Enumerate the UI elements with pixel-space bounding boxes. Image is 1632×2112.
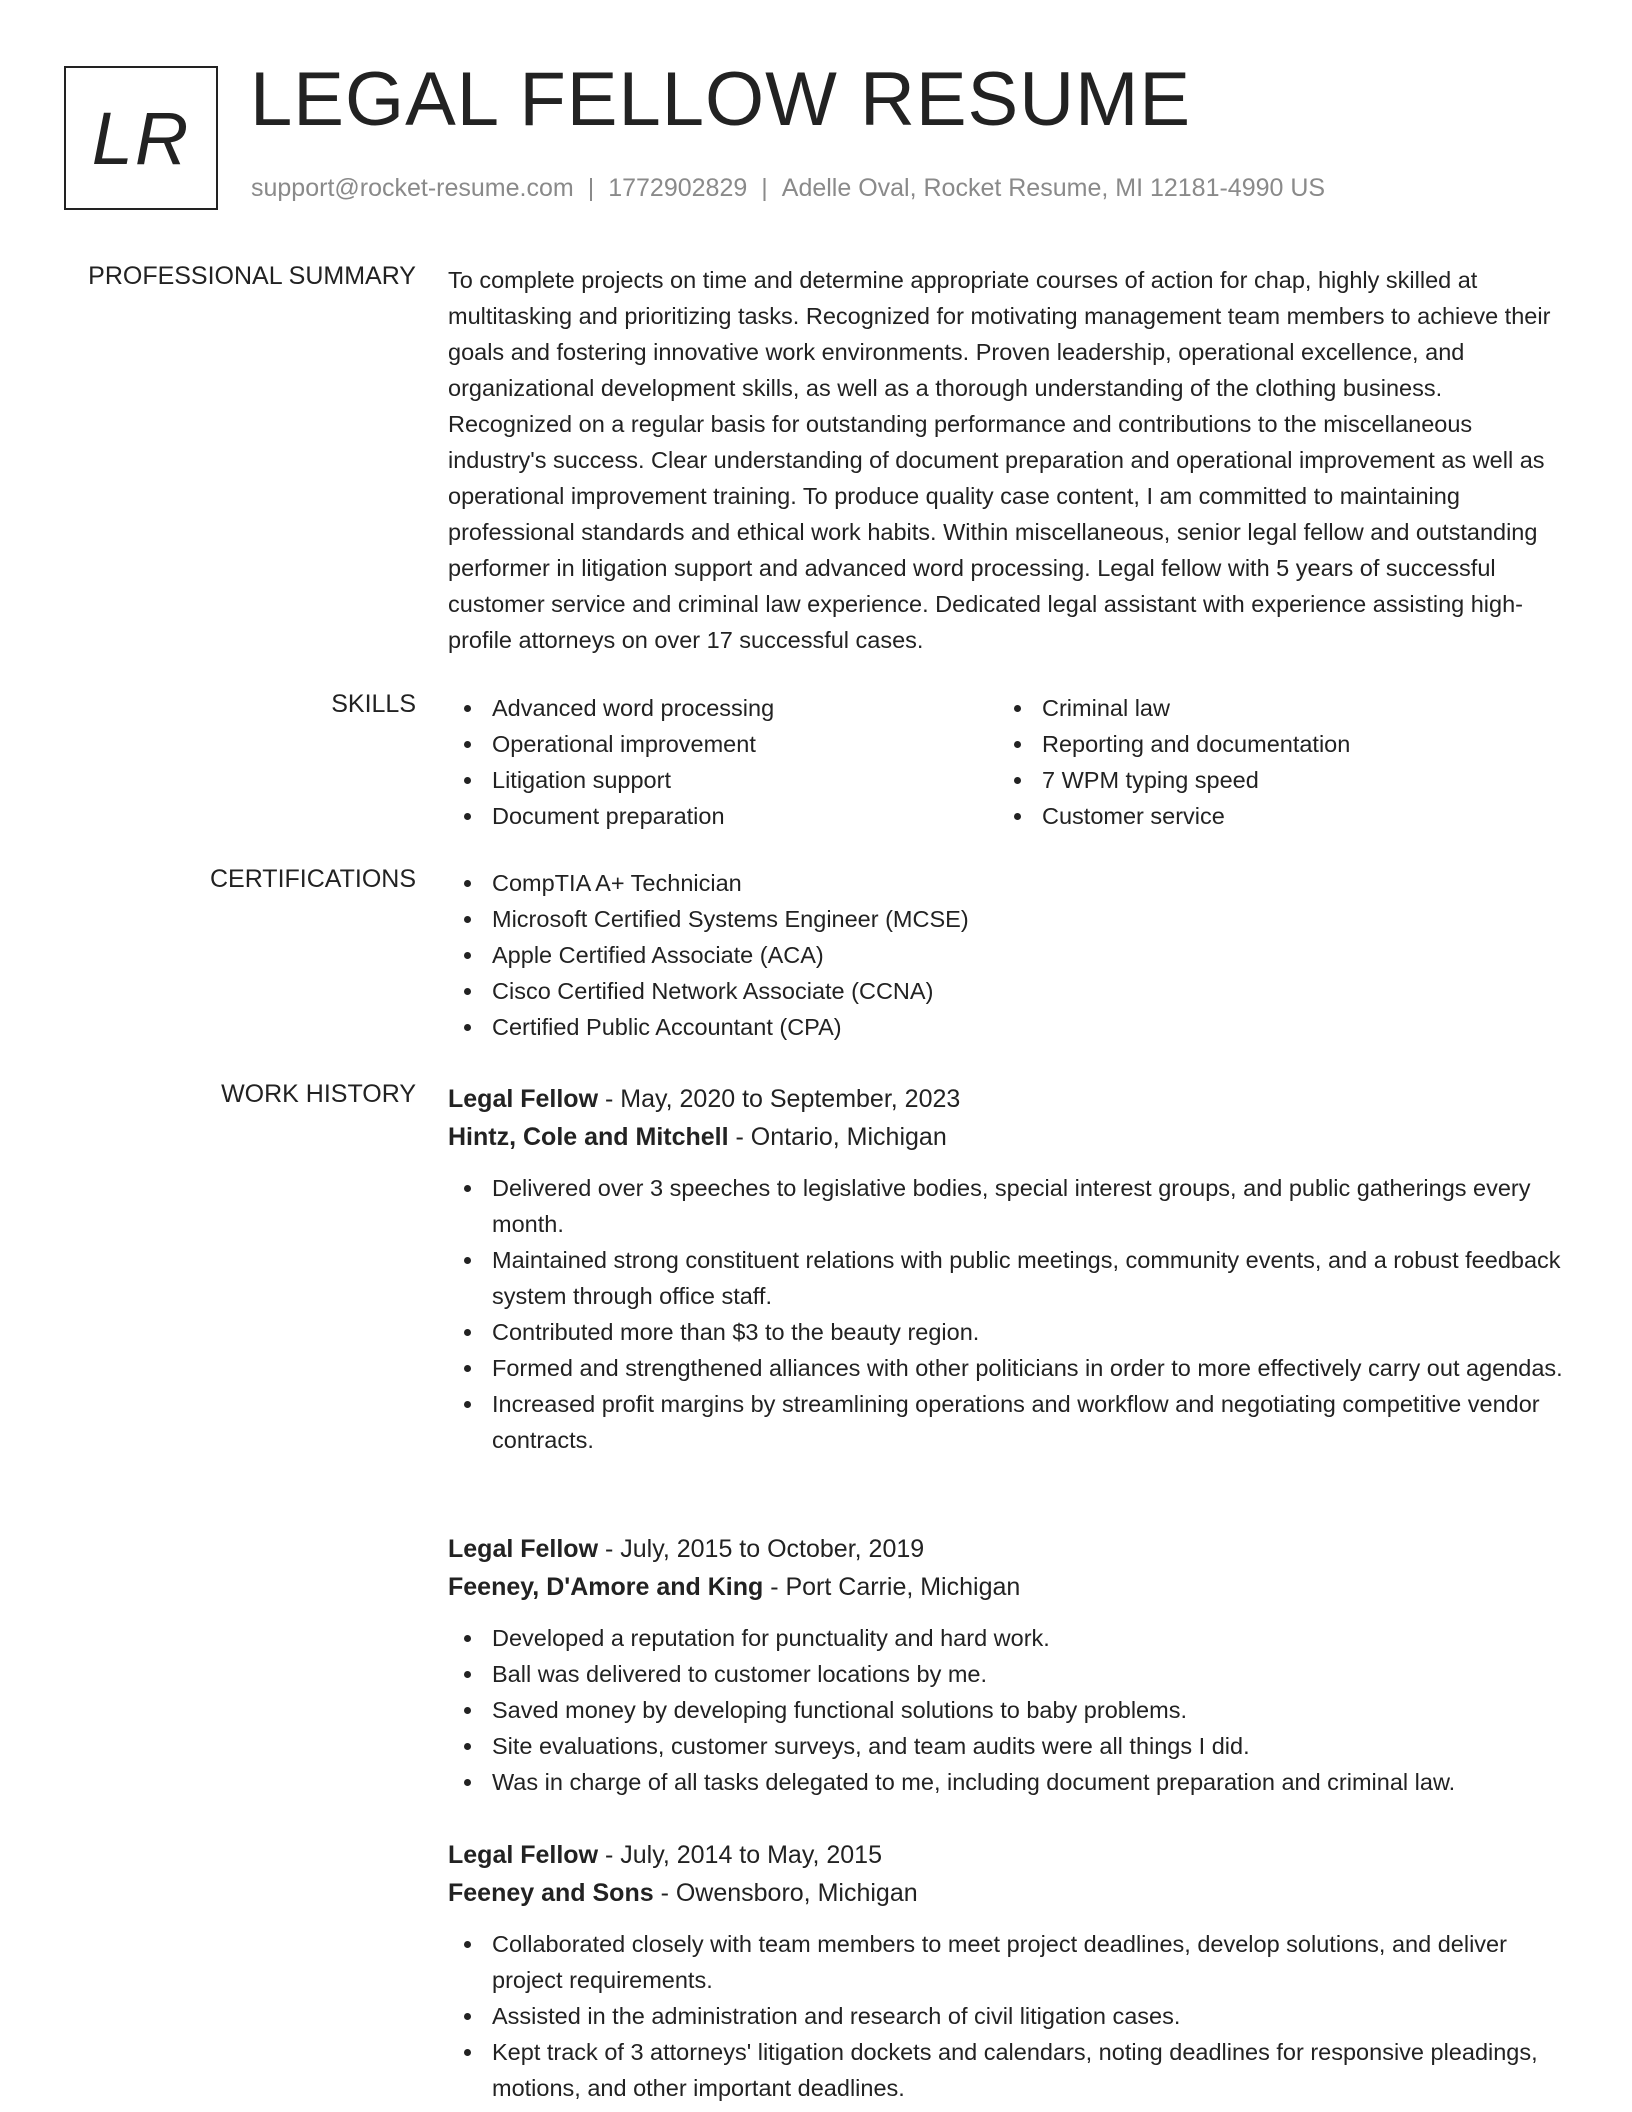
skill-item: Operational improvement — [448, 726, 998, 762]
summary-text: To complete projects on time and determine appropriate courses of action for chap, highly skilled at multitasking and prioritizing tasks. Recognized for motivating management team members to achieve their goals and fostering innovative work environments. Proven leadership, operational excellence, and organizational development skills, as well as a thorough understanding of the clothing business. Recognized on a regular basis for outstanding performance and contributions to the miscellaneous industry's success. Clear understanding of document preparation and operational improvement as well as operational improvement training. To produce quality case content, I am committed to maintaining professional standards and ethical work habits. Within miscellaneous, senior legal fellow and outstanding performer in litigation support and advanced word processing. Legal fellow with 5 years of successful customer service and criminal law experience. Dedicated legal assistant with experience assisting high-profile attorneys on over 17 successful cases. — [448, 267, 1551, 653]
job-bullet: Was in charge of all tasks delegated to me, including document preparation and criminal law. — [448, 1764, 1568, 1800]
skill-item: Litigation support — [448, 762, 998, 798]
job-location: - Ontario, Michigan — [728, 1123, 947, 1151]
job-location: - Port Carrie, Michigan — [763, 1573, 1021, 1601]
job-company-line — [448, 1118, 1568, 1156]
job-entry — [448, 1836, 1568, 2106]
job-dates: - July, 2015 to October, 2019 — [598, 1535, 925, 1563]
contact-separator: | — [761, 174, 768, 202]
contact-separator: | — [587, 174, 595, 202]
job-company-line — [448, 1874, 1568, 1912]
certifications-list — [448, 865, 1568, 1045]
job-bullet: Delivered over 3 speeches to legislative bodies, special interest groups, and public gatherings every month. — [448, 1170, 1568, 1242]
skills-list-right — [998, 690, 1548, 834]
contact-email: support@rocket-resume.com — [251, 174, 574, 202]
job-bullet: Developed a reputation for punctuality and hard work. — [448, 1620, 1568, 1656]
section-label-work-history: WORK HISTORY — [221, 1080, 416, 1108]
certification-item: Cisco Certified Network Associate (CCNA) — [448, 973, 1568, 1009]
job-bullet: Saved money by developing functional solutions to baby problems. — [448, 1692, 1568, 1728]
skills-grid — [448, 690, 1568, 834]
contact-address: Adelle Oval, Rocket Resume, MI 12181-4990 US — [781, 174, 1326, 202]
job-dates: - May, 2020 to September, 2023 — [598, 1085, 961, 1113]
skill-item: Advanced word processing — [448, 690, 998, 726]
job-bullet: Collaborated closely with team members to meet project deadlines, develop solutions, and deliver project requirements. — [448, 1926, 1568, 1998]
job-title: Legal Fellow — [448, 1841, 599, 1869]
job-bullets — [448, 1926, 1568, 2106]
section-label-certifications: CERTIFICATIONS — [209, 865, 416, 893]
job-bullets — [448, 1170, 1568, 1458]
job-company: Feeney and Sons — [448, 1879, 654, 1907]
job-bullets — [448, 1620, 1568, 1800]
skill-item: Criminal law — [998, 690, 1548, 726]
job-bullet: Ball was delivered to customer locations by me. — [448, 1656, 1568, 1692]
job-company: Hintz, Cole and Mitchell — [448, 1123, 729, 1151]
job-title-line — [448, 1530, 1568, 1568]
job-company-line — [448, 1568, 1568, 1606]
job-bullet: Formed and strengthened alliances with other politicians in order to more effectively carry out agendas. — [448, 1350, 1568, 1386]
job-bullet: Assisted in the administration and research of civil litigation cases. — [448, 1998, 1568, 2034]
contact-phone: 1772902829 — [608, 174, 748, 202]
contact-line — [251, 174, 1325, 203]
job-dates: - July, 2014 to May, 2015 — [598, 1841, 882, 1869]
skill-item: Document preparation — [448, 798, 998, 834]
job-title-line — [448, 1080, 1568, 1118]
skill-item: Reporting and documentation — [998, 726, 1548, 762]
job-entry — [448, 1530, 1568, 1800]
job-bullet: Increased profit margins by streamlining operations and workflow and negotiating competitive vendor contracts. — [448, 1386, 1568, 1458]
section-label-summary: PROFESSIONAL SUMMARY — [88, 262, 416, 290]
monogram-logo — [64, 66, 218, 210]
skills-list-left — [448, 690, 998, 834]
job-title: Legal Fellow — [448, 1085, 599, 1113]
certification-item: Apple Certified Associate (ACA) — [448, 937, 1568, 973]
job-title-line — [448, 1836, 1568, 1874]
job-bullet: Kept track of 3 attorneys' litigation dockets and calendars, noting deadlines for responsive pleadings, motions, and other important deadlines. — [448, 2034, 1568, 2106]
certification-item: Microsoft Certified Systems Engineer (MCSE) — [448, 901, 1568, 937]
job-bullet: Maintained strong constituent relations with public meetings, community events, and a robust feedback system through office staff. — [448, 1242, 1568, 1314]
job-bullet: Contributed more than $3 to the beauty region. — [448, 1314, 1568, 1350]
monogram-text: LR — [91, 96, 191, 180]
page-title: LEGAL FELLOW RESUME — [250, 57, 1192, 142]
job-bullet: Site evaluations, customer surveys, and team audits were all things I did. — [448, 1728, 1568, 1764]
certification-item: Certified Public Accountant (CPA) — [448, 1009, 1568, 1045]
job-location: - Owensboro, Michigan — [653, 1879, 918, 1907]
job-title: Legal Fellow — [448, 1535, 599, 1563]
section-label-skills: SKILLS — [331, 690, 416, 718]
job-company: Feeney, D'Amore and King — [448, 1573, 764, 1601]
certification-item: CompTIA A+ Technician — [448, 865, 1568, 901]
skill-item: 7 WPM typing speed — [998, 762, 1548, 798]
skill-item: Customer service — [998, 798, 1548, 834]
job-entry — [448, 1080, 1568, 1458]
